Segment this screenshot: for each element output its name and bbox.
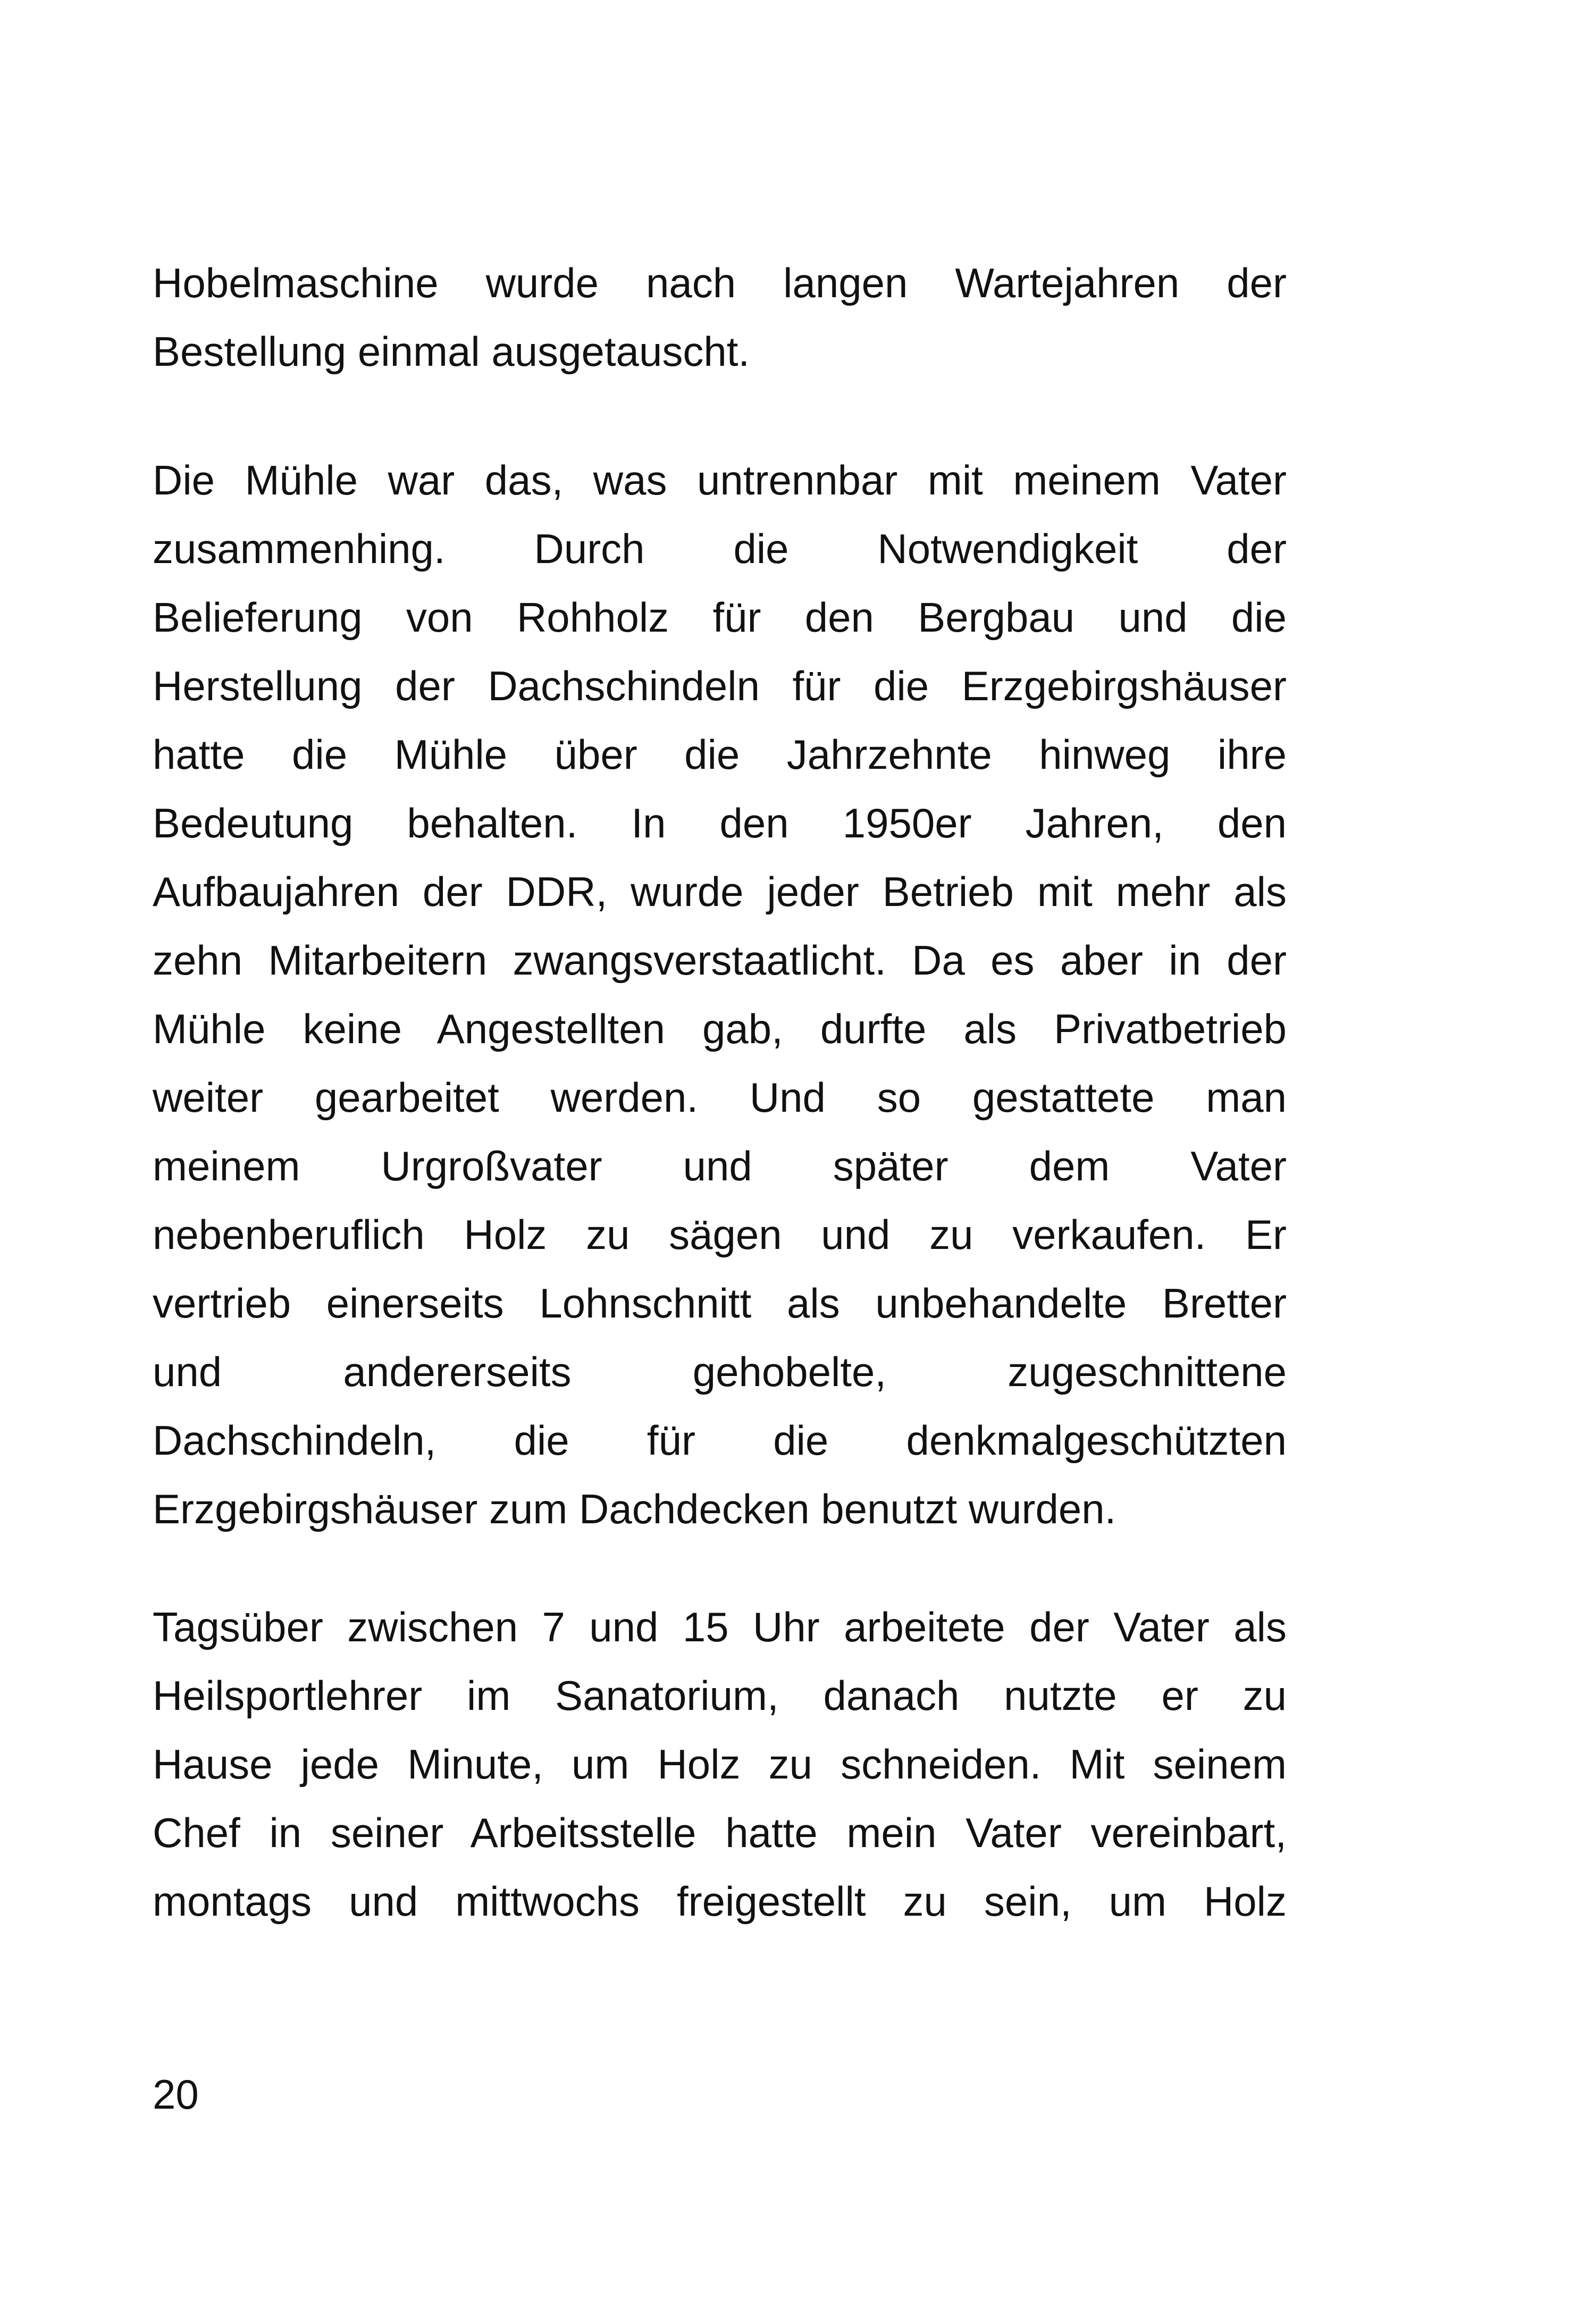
text-line: Tagsüber zwischen 7 und 15 Uhr arbeitete der Vater als [153,1604,1287,1650]
text-line: Heilsportlehrer im Sanatorium, danach nutzte er zu [153,1672,1287,1719]
text-line: Herstellung der Dachschindeln für die Erzgebirgshäuser [153,662,1287,709]
text-line: Bestellung einmal ausgetauscht. [153,328,750,375]
text-line: meinem Urgroßvater und später dem Vater [153,1143,1287,1189]
text-line: Die Mühle war das, was untrennbar mit meinem Vater [153,457,1287,504]
text-line: Bedeutung behalten. In den 1950er Jahren, den [153,800,1287,846]
text-line: hatte die Mühle über die Jahrzehnte hinweg ihre [153,731,1287,778]
text-line: Aufbaujahren der DDR, wurde jeder Betrieb mit mehr als [153,868,1287,915]
text-line: weiter gearbeitet werden. Und so gestattete man [153,1074,1287,1121]
text-line: Erzgebirgshäuser zum Dachdecken benutzt wurden. [153,1486,1116,1532]
text-line: Hobelmaschine wurde nach langen Wartejahren der [153,259,1287,306]
text-line: und andererseits gehobelte, zugeschnittene [153,1348,1287,1395]
text-line: vertrieb einerseits Lohnschnitt als unbehandelte Bretter [153,1280,1287,1327]
paragraph-3 [153,1593,1287,1936]
text-line: zusammenhing. Durch die Notwendigkeit der [153,525,1287,572]
text-line: Mühle keine Angestellten gab, durfte als Privatbetrieb [153,1005,1287,1052]
text-line: Belieferung von Rohholz für den Bergbau und die [153,594,1287,641]
paragraph-2 [153,446,1287,1543]
text-line: nebenberuflich Holz zu sägen und zu verkaufen. Er [153,1211,1287,1258]
text-line: Chef in seiner Arbeitsstelle hatte mein Vater vereinbart, [153,1809,1287,1856]
page-number: 20 [153,2071,199,2118]
text-line: Dachschindeln, die für die denkmalgeschützten [153,1417,1287,1464]
text-line: montags und mittwochs freigestellt zu sein, um Holz [153,1878,1287,1925]
text-line: Hause jede Minute, um Holz zu schneiden. Mit seinem [153,1741,1287,1788]
paragraph-1 [153,249,1287,386]
text-line: zehn Mitarbeitern zwangsverstaatlicht. Da es aber in der [153,937,1287,984]
